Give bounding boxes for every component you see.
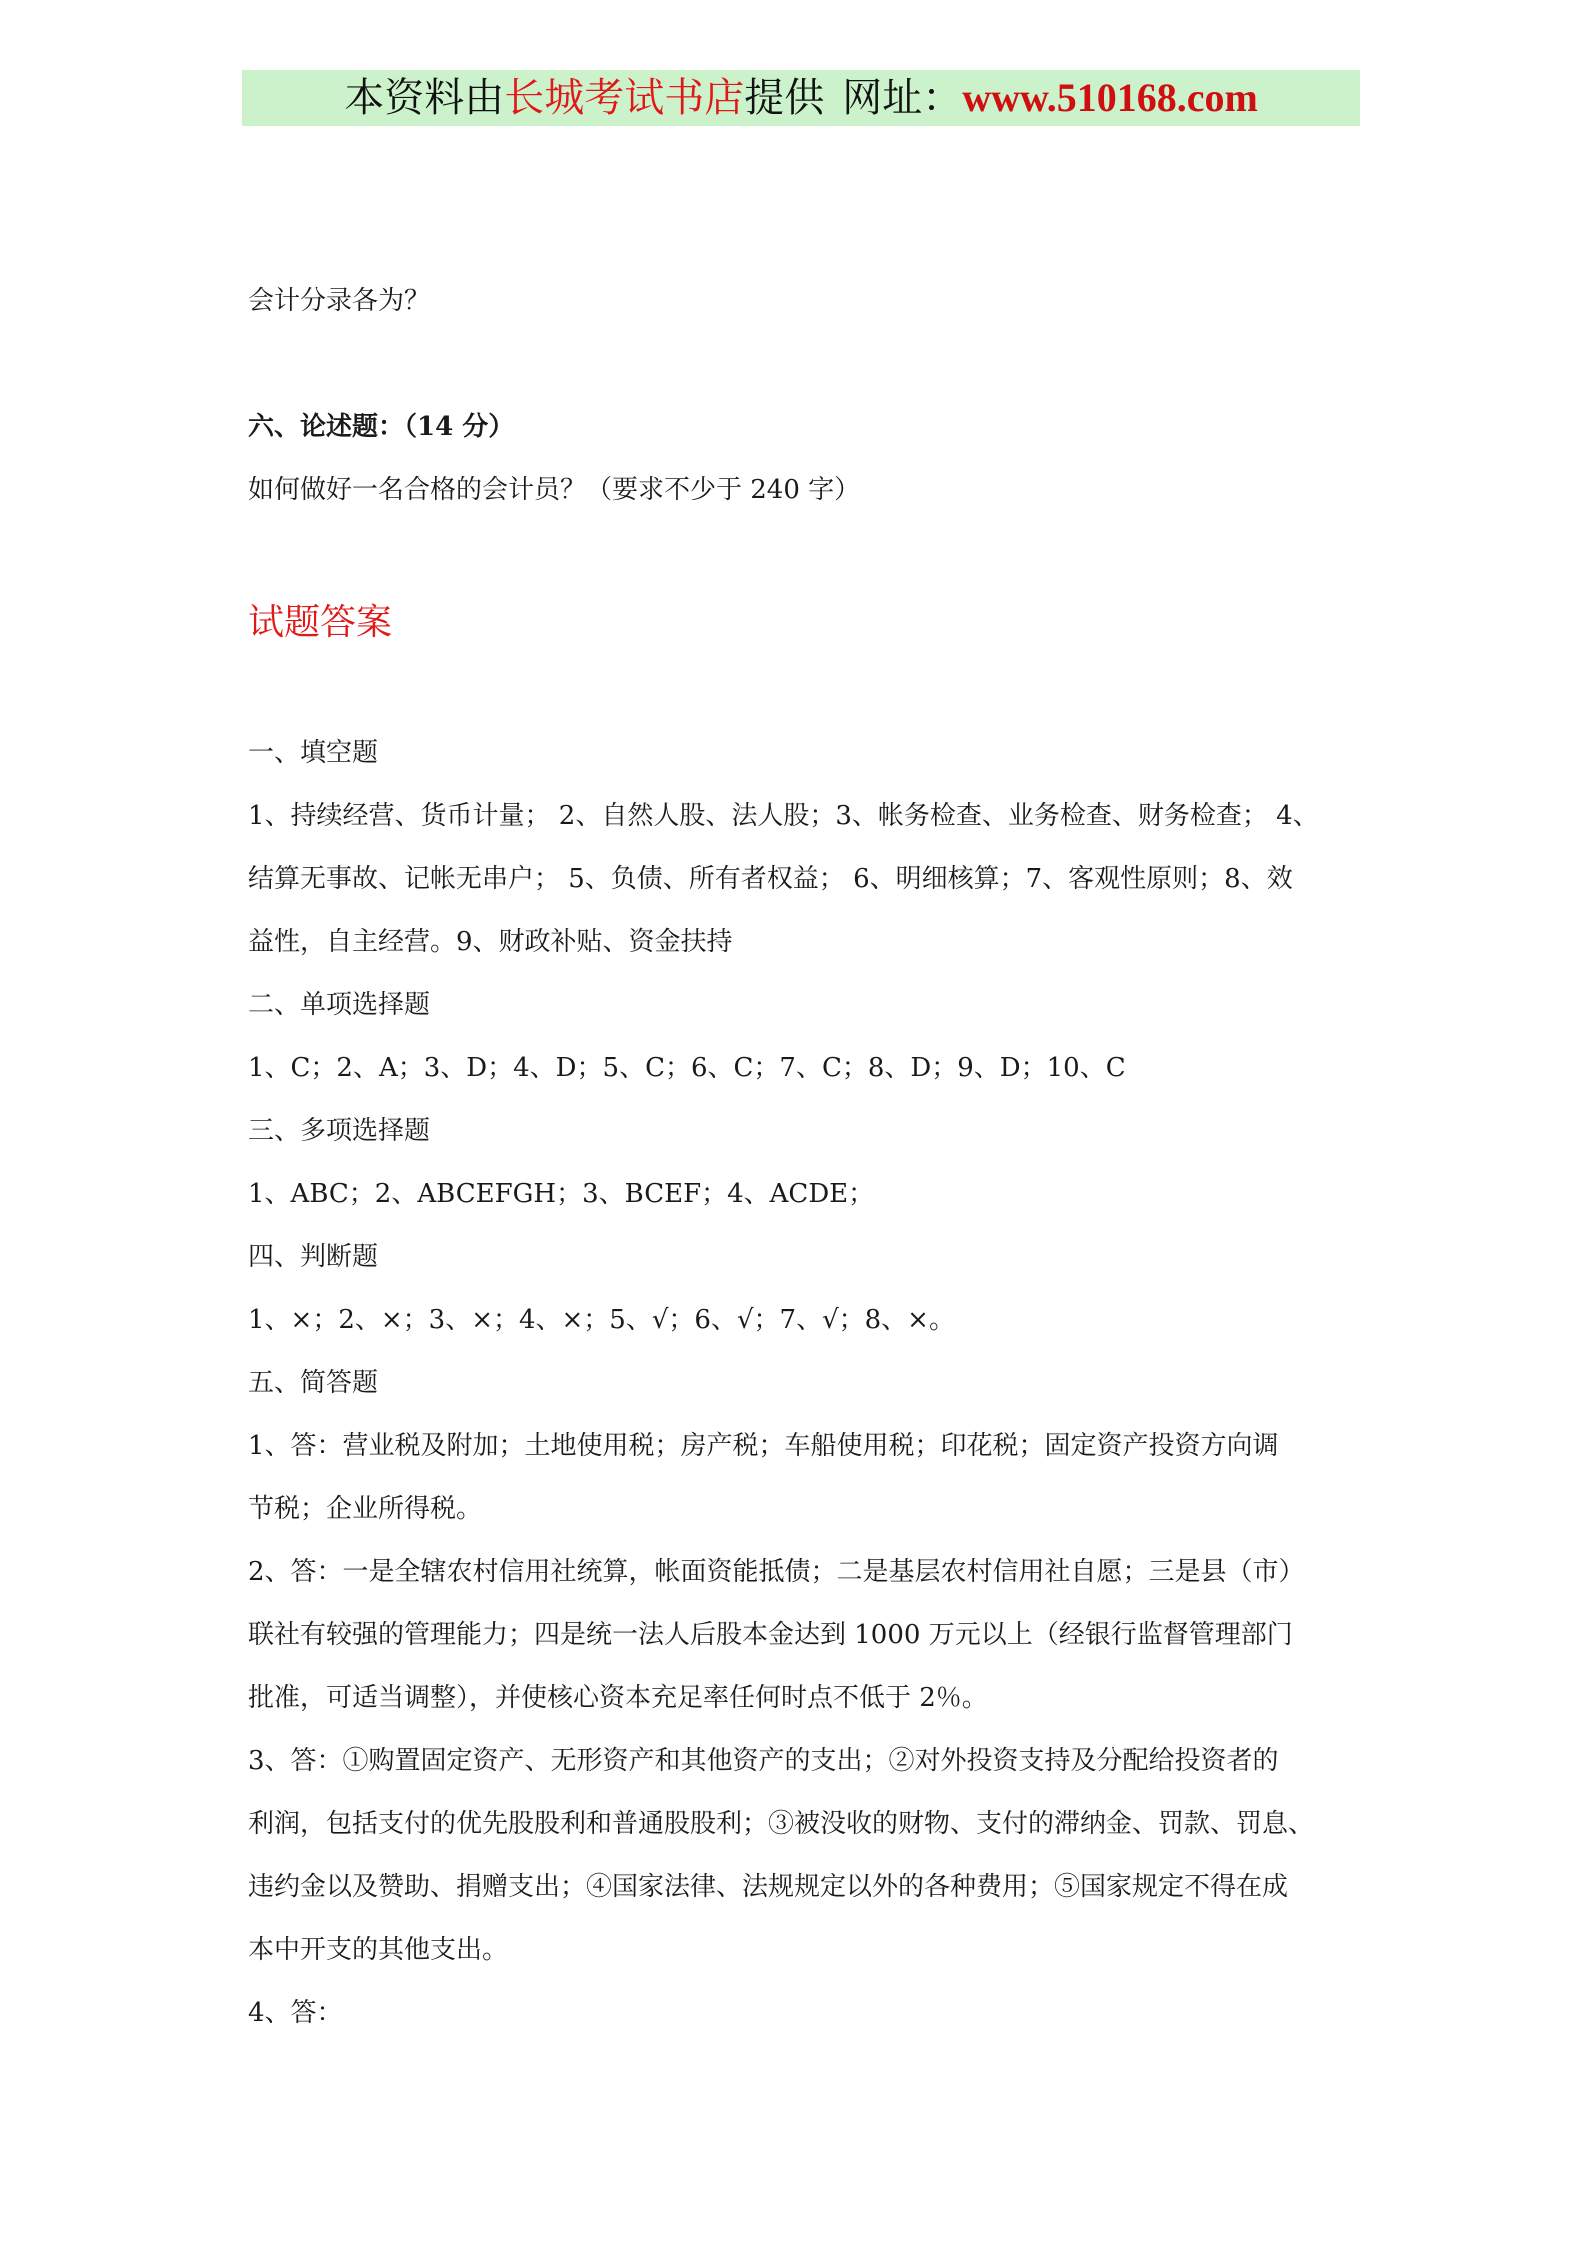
banner-suffix: 提供: [744, 75, 825, 121]
s5-answer1-line1: 1、答：营业税及附加；土地使用税；房产税；车船使用税；印花税；固定资产投资方向调: [248, 1431, 1279, 1461]
s1-title: 一、填空题: [248, 738, 379, 768]
banner-url-label: 网址：: [842, 75, 963, 121]
s5-answer1-line2: 节税；企业所得税。: [248, 1494, 483, 1524]
s3-answers: 1、ABC；2、ABCEFGH；3、BCEF；4、ACDE；: [248, 1179, 875, 1209]
s5-answer3-line3: 违约金以及赞助、捐赠支出；④国家法律、法规规定以外的各种费用；⑤国家规定不得在成: [248, 1872, 1289, 1902]
s5-answer2-line1: 2、答：一是全辖农村信用社统算，帐面资能抵债；二是基层农村信用社自愿；三是县（市）: [248, 1557, 1305, 1587]
s3-title: 三、多项选择题: [248, 1116, 431, 1146]
banner-url-link[interactable]: www.510168.com: [962, 75, 1258, 120]
s5-answer4: 4、答：: [248, 1998, 343, 2028]
s5-answer3-line2: 利润，包括支付的优先股股利和普通股股利；③被没收的财物、支付的滞纳金、罚款、罚息、: [248, 1809, 1315, 1839]
s4-answers: 1、×；2、×；3、×；4、×；5、√；6、√；7、√；8、×。: [248, 1305, 955, 1335]
section6-question: 如何做好一名合格的会计员？（要求不少于 240 字）: [248, 475, 861, 505]
s1-line3: 益性，自主经营。9、财政补贴、资金扶持: [248, 927, 733, 957]
s1-line1: 1、持续经营、货币计量； 2、自然人股、法人股；3、帐务检查、业务检查、财务检查； 4、: [248, 801, 1319, 831]
banner-prefix: 本资料由: [344, 75, 505, 121]
s5-answer2-line3: 批准，可适当调整），并使核心资本充足率任何时点不低于 2％。: [248, 1683, 988, 1713]
section6-title: 六、论述题：（14 分）: [248, 412, 515, 442]
s5-title: 五、简答题: [248, 1368, 379, 1398]
pre-question-text: 会计分录各为？: [248, 286, 431, 316]
banner-store-name: 长城考试书店: [504, 75, 745, 121]
document-body: [248, 270, 1358, 2045]
header-banner: [242, 70, 1360, 126]
s1-line2: 结算无事故、记帐无串户； 5、负债、所有者权益； 6、明细核算；7、客观性原则；8、效: [248, 864, 1293, 894]
s4-title: 四、判断题: [248, 1242, 379, 1272]
s2-answers: 1、C；2、A；3、D；4、D；5、C；6、C；7、C；8、D；9、D；10、C: [248, 1053, 1126, 1083]
answers-heading: 试题答案: [248, 602, 393, 643]
s5-answer2-line2: 联社有较强的管理能力；四是统一法人后股本金达到 1000 万元以上（经银行监督管理部门: [248, 1620, 1293, 1650]
s2-title: 二、单项选择题: [248, 990, 431, 1020]
s5-answer3-line1: 3、答：①购置固定资产、无形资产和其他资产的支出；②对外投资支持及分配给投资者的: [248, 1746, 1279, 1776]
s5-answer3-line4: 本中开支的其他支出。: [248, 1935, 509, 1965]
